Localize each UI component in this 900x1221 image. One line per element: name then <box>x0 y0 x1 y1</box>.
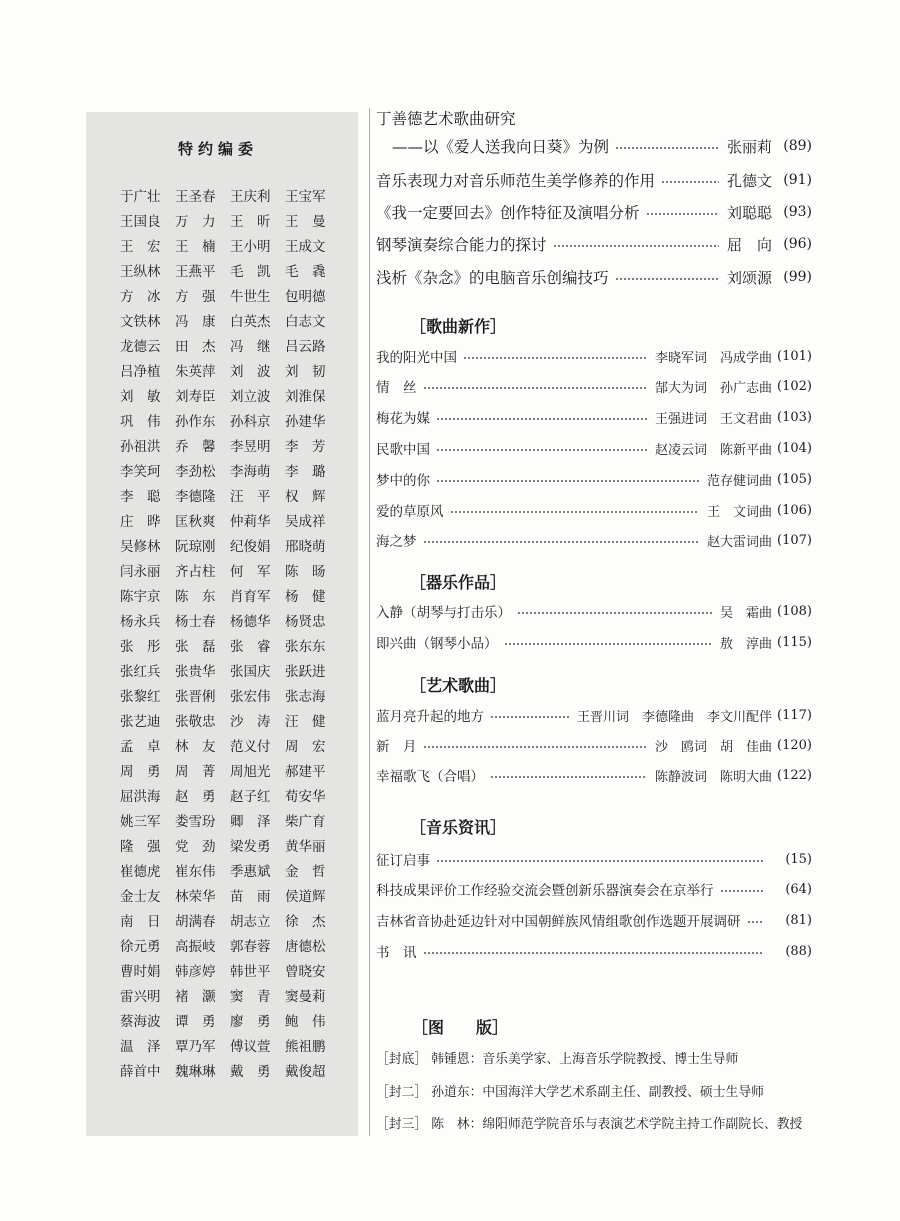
page-number: (108) <box>777 603 812 619</box>
entry-row <box>376 632 812 652</box>
board-member-name: 阮琼刚 <box>175 539 216 555</box>
entry-title: 吉林省音协赴延边针对中国朝鲜族风情组歌创作选题开展调研 <box>376 914 741 930</box>
board-member-name: 张红兵 <box>120 664 161 680</box>
page-number: (15) <box>785 851 812 867</box>
board-member-name: 孙作东 <box>175 414 216 430</box>
board-member-name: 毛 凯 <box>230 264 271 280</box>
board-member-name: 陈宇京 <box>120 589 161 605</box>
board-member-name: 隆 强 <box>120 839 161 855</box>
board-member-name: 李海萌 <box>230 464 271 480</box>
board-member-name: 李 聪 <box>120 489 161 505</box>
entry-title: 新 月 <box>376 739 417 755</box>
board-member-name: 文铁林 <box>120 314 161 330</box>
board-member-name: 魏琳琳 <box>175 1064 216 1080</box>
board-member-name: 唐德松 <box>285 939 326 955</box>
plate-label: ［封底］ <box>376 1051 428 1067</box>
board-member-name: 陈 旸 <box>285 564 326 580</box>
entry-row <box>376 407 812 427</box>
board-member-name: 庄 晔 <box>120 514 161 530</box>
dot-leader <box>423 735 647 755</box>
board-member-name: 韩世平 <box>230 964 271 980</box>
page-number: (101) <box>777 348 812 364</box>
board-member-name: 刘 韧 <box>285 364 326 380</box>
entry-title: 征订启事 <box>376 853 430 869</box>
dot-leader <box>423 376 647 396</box>
board-member-name: 王 曼 <box>285 214 326 230</box>
dot-leader <box>615 136 719 156</box>
page-number: (91) <box>783 172 812 188</box>
entry-row <box>376 346 812 366</box>
board-member-name: 王 楠 <box>175 239 216 255</box>
editorial-board-names <box>86 112 358 1136</box>
article-row <box>376 108 812 128</box>
board-member-name: 朱英萍 <box>175 364 216 380</box>
board-member-name: 窦 青 <box>230 989 271 1005</box>
board-member-name: 李 璐 <box>285 464 326 480</box>
board-member-name: 王宝军 <box>285 189 326 205</box>
entry-credit: 刘颂源 <box>726 268 772 287</box>
board-member-name: 于广壮 <box>120 189 161 205</box>
board-member-name: 高振岐 <box>175 939 216 955</box>
board-member-name: 巩 伟 <box>120 414 161 430</box>
dot-leader <box>747 910 765 930</box>
plate-label: ［封三］ <box>376 1116 428 1132</box>
board-member-name: 曹时娟 <box>120 964 161 980</box>
board-member-name: 肖育军 <box>230 589 271 605</box>
board-member-name: 范义付 <box>230 739 271 755</box>
plate-label: ［封二］ <box>376 1084 428 1100</box>
page-number: (107) <box>777 532 812 548</box>
editorial-board-panel <box>86 112 358 1136</box>
board-member-name: 李 芳 <box>285 439 326 455</box>
board-member-name: 张国庆 <box>230 664 271 680</box>
board-member-name: 徐 杰 <box>285 914 326 930</box>
entry-title: 蓝月亮升起的地方 <box>376 709 484 725</box>
board-member-name: 曾晓安 <box>285 964 326 980</box>
board-member-name: 王燕平 <box>175 264 216 280</box>
board-member-name: 张 彤 <box>120 639 161 655</box>
board-member-name: 张贵华 <box>175 664 216 680</box>
board-member-name: 鲍 伟 <box>285 1014 326 1030</box>
section-heading: ［器乐作品］ <box>410 573 507 592</box>
dot-leader <box>553 234 719 254</box>
article-row <box>376 267 812 287</box>
board-member-name: 吕净植 <box>120 364 161 380</box>
plate-text: 韩锺恩：音乐美学家、上海音乐学院教授、博士生导师 <box>431 1051 739 1067</box>
board-member-name: 方 冰 <box>120 289 161 305</box>
board-member-name: 李德隆 <box>175 489 216 505</box>
board-member-name: 娄雪玢 <box>175 814 216 830</box>
entry-credit: 范存健词曲 <box>706 473 772 489</box>
board-member-name: 张晋俐 <box>175 689 216 705</box>
dot-leader <box>615 267 719 287</box>
entry-title: 爱的草原风 <box>376 504 444 520</box>
board-member-name: 王庆利 <box>230 189 271 205</box>
entry-row <box>376 530 812 550</box>
board-member-name: 齐占柱 <box>175 564 216 580</box>
section-heading: ［艺术歌曲］ <box>410 676 507 695</box>
board-member-name: 陈 东 <box>175 589 216 605</box>
board-member-name: 雷兴明 <box>120 989 161 1005</box>
entry-title: 浅析《杂念》的电脑音乐创编技巧 <box>376 269 609 287</box>
entry-credit: 郜大为词 孙广志曲 <box>654 380 772 396</box>
page-number: (89) <box>783 138 812 154</box>
board-member-name: 覃乃军 <box>175 1039 216 1055</box>
page-number: (120) <box>777 737 812 753</box>
entry-title: 民歌中国 <box>376 442 430 458</box>
article-row <box>376 202 812 222</box>
plate-row <box>376 1080 812 1100</box>
dot-leader <box>504 632 712 652</box>
entry-credit: 张丽莉 <box>726 137 772 156</box>
board-member-name: 温 泽 <box>120 1039 161 1055</box>
entry-credit: 敖 淳曲 <box>719 636 772 652</box>
article-row <box>376 234 812 254</box>
dot-leader <box>436 469 699 489</box>
entry-credit: 陈静波词 陈明大曲 <box>654 769 772 785</box>
board-member-name: 仲莉华 <box>230 514 271 530</box>
dot-leader <box>463 346 647 366</box>
page-number: (105) <box>777 471 812 487</box>
entry-row <box>376 469 812 489</box>
entry-title: 《我一定要回去》创作特征及演唱分析 <box>376 204 640 222</box>
board-member-name: 姚三军 <box>120 814 161 830</box>
page-number: (115) <box>777 634 812 650</box>
page-number: (88) <box>785 943 812 959</box>
entry-credit: 屈 向 <box>726 235 772 254</box>
table-of-contents <box>376 0 812 1221</box>
entry-credit: 沙 鸥词 胡 佳曲 <box>654 739 772 755</box>
board-member-name: 冯 继 <box>230 339 271 355</box>
board-member-name: 褚 灏 <box>175 989 216 1005</box>
board-member-name: 周 勇 <box>120 764 161 780</box>
board-member-name: 崔东伟 <box>175 864 216 880</box>
entry-row <box>376 705 812 725</box>
entry-row <box>376 765 812 785</box>
entry-title: 情 丝 <box>376 380 417 396</box>
dot-leader <box>436 407 647 427</box>
board-member-name: 赵 勇 <box>175 789 216 805</box>
board-member-name: 刘淮保 <box>285 389 326 405</box>
entry-credit: 赵凌云词 陈新平曲 <box>654 442 772 458</box>
board-member-name: 李昱明 <box>230 439 271 455</box>
entry-title: 幸福歌飞（合唱） <box>376 769 484 785</box>
dot-leader <box>450 500 699 520</box>
section-heading: ［歌曲新作］ <box>410 317 507 336</box>
dot-leader <box>490 705 569 725</box>
board-member-name: 郭春蓉 <box>230 939 271 955</box>
dot-leader <box>517 601 712 621</box>
board-member-name: 周 宏 <box>285 739 326 755</box>
board-member-name: 胡志立 <box>230 914 271 930</box>
board-member-name: 王纵林 <box>120 264 161 280</box>
entry-credit: 赵大雷词曲 <box>706 534 772 550</box>
board-member-name: 韩彦婷 <box>175 964 216 980</box>
board-member-name: 侯道辉 <box>285 889 326 905</box>
page-number: (106) <box>777 502 812 518</box>
board-member-name: 万 力 <box>175 214 216 230</box>
board-member-name: 苗 雨 <box>230 889 271 905</box>
board-member-name: 崔德虎 <box>120 864 161 880</box>
board-member-name: 牛世生 <box>230 289 271 305</box>
entry-title: ——以《爱人送我向日葵》为例 <box>392 138 610 156</box>
dot-leader <box>423 530 699 550</box>
board-member-name: 杨德华 <box>230 614 271 630</box>
board-member-name: 张志海 <box>285 689 326 705</box>
board-member-name: 孙科京 <box>230 414 271 430</box>
entry-credit: 李晓军词 冯成学曲 <box>654 350 772 366</box>
board-member-name: 吕云路 <box>285 339 326 355</box>
board-member-name: 黄华丽 <box>285 839 326 855</box>
board-member-name: 王成文 <box>285 239 326 255</box>
entry-row <box>376 941 812 961</box>
board-member-name: 周旭光 <box>230 764 271 780</box>
board-member-name: 方 强 <box>175 289 216 305</box>
board-member-name: 王小明 <box>230 239 271 255</box>
entry-credit: 王 文词曲 <box>706 504 772 520</box>
board-member-name: 张敬忠 <box>175 714 216 730</box>
entry-credit: 吴 霜曲 <box>719 605 772 621</box>
board-member-name: 郝建平 <box>285 764 326 780</box>
page-number: (117) <box>777 707 812 723</box>
board-member-name: 杨士春 <box>175 614 216 630</box>
entry-credit: 王强进词 王文君曲 <box>654 411 772 427</box>
board-member-name: 匡秋爽 <box>175 514 216 530</box>
board-member-name: 冯 康 <box>175 314 216 330</box>
board-member-name: 李劲松 <box>175 464 216 480</box>
entry-title: 梦中的你 <box>376 473 430 489</box>
board-member-name: 薛首中 <box>120 1064 161 1080</box>
entry-title: 入静（胡琴与打击乐） <box>376 605 511 621</box>
entry-title: 科技成果评价工作经验交流会暨创新乐器演奏会在京举行 <box>376 883 714 899</box>
board-member-name: 徐元勇 <box>120 939 161 955</box>
board-member-name: 汪 健 <box>285 714 326 730</box>
plate-row <box>376 1112 812 1132</box>
board-member-name: 王国良 <box>120 214 161 230</box>
entry-row <box>376 438 812 458</box>
board-member-name: 吴修林 <box>120 539 161 555</box>
board-member-name: 闫永丽 <box>120 564 161 580</box>
board-member-name: 周 菁 <box>175 764 216 780</box>
board-member-name: 邢晓萌 <box>285 539 326 555</box>
board-member-name: 包明德 <box>285 289 326 305</box>
entry-title: 我的阳光中国 <box>376 350 457 366</box>
board-member-name: 张东东 <box>285 639 326 655</box>
board-member-name: 王 昕 <box>230 214 271 230</box>
page-number: (93) <box>783 204 812 220</box>
dot-leader <box>720 879 765 899</box>
entry-row <box>376 601 812 621</box>
board-member-name: 王 宏 <box>120 239 161 255</box>
page-number: (122) <box>777 767 812 783</box>
board-member-name: 卿 泽 <box>230 814 271 830</box>
board-member-name: 孙祖洪 <box>120 439 161 455</box>
board-member-name: 吴成祥 <box>285 514 326 530</box>
board-member-name: 权 辉 <box>285 489 326 505</box>
page-number: (104) <box>777 440 812 456</box>
board-member-name: 张跃进 <box>285 664 326 680</box>
entry-title: 海之梦 <box>376 534 417 550</box>
dot-leader <box>661 170 719 190</box>
entry-title: 书 讯 <box>376 945 417 961</box>
board-member-name: 孙建华 <box>285 414 326 430</box>
dot-leader <box>490 765 647 785</box>
dot-leader <box>436 849 764 869</box>
board-member-name: 刘 敏 <box>120 389 161 405</box>
board-member-name: 何 军 <box>230 564 271 580</box>
plate-text: 孙道东：中国海洋大学艺术系副主任、副教授、硕士生导师 <box>431 1084 764 1100</box>
board-member-name: 白英杰 <box>230 314 271 330</box>
entry-credit: 刘聪聪 <box>726 203 772 222</box>
board-member-name: 胡满春 <box>175 914 216 930</box>
board-member-name: 纪俊娟 <box>230 539 271 555</box>
entry-row <box>376 500 812 520</box>
board-member-name: 金士友 <box>120 889 161 905</box>
board-member-name: 赵子红 <box>230 789 271 805</box>
board-member-name: 毛 毳 <box>285 264 326 280</box>
entry-title: 音乐表现力对音乐师范生美学修养的作用 <box>376 172 656 190</box>
board-member-name: 窦曼莉 <box>285 989 326 1005</box>
dot-leader <box>423 941 765 961</box>
board-member-name: 戴俊超 <box>285 1064 326 1080</box>
board-member-name: 林 友 <box>175 739 216 755</box>
board-member-name: 刘寿臣 <box>175 389 216 405</box>
board-member-name: 张 睿 <box>230 639 271 655</box>
dot-leader <box>646 202 719 222</box>
board-member-name: 王圣春 <box>175 189 216 205</box>
board-member-name: 张 磊 <box>175 639 216 655</box>
board-member-name: 沙 涛 <box>230 714 271 730</box>
plate-row <box>376 1047 812 1067</box>
board-member-name: 柴广育 <box>285 814 326 830</box>
board-member-name: 蔡海波 <box>120 1014 161 1030</box>
board-member-name: 傅议萱 <box>230 1039 271 1055</box>
board-member-name: 杨贤忠 <box>285 614 326 630</box>
article-row <box>376 170 812 190</box>
page-number: (102) <box>777 378 812 394</box>
board-member-name: 杨永兵 <box>120 614 161 630</box>
section-heading: ［音乐资讯］ <box>410 818 507 837</box>
plate-text: 陈 林：绵阳师范学院音乐与表演艺术学院主持工作副院长、教授 <box>431 1116 803 1132</box>
board-member-name: 金 哲 <box>285 864 326 880</box>
entry-row <box>376 910 812 930</box>
board-member-name: 季惠斌 <box>230 864 271 880</box>
entry-title: 钢琴演奏综合能力的探讨 <box>376 236 547 254</box>
section-heading-plates: ［图 版］ <box>412 1018 509 1037</box>
board-member-name: 白志文 <box>285 314 326 330</box>
board-member-name: 刘 波 <box>230 364 271 380</box>
entry-credit: 王晋川词 李德隆曲 李文川配伴 <box>576 709 772 725</box>
board-member-name: 戴 勇 <box>230 1064 271 1080</box>
board-member-name: 党 劲 <box>175 839 216 855</box>
board-member-name: 梁发勇 <box>230 839 271 855</box>
board-member-name: 廖 勇 <box>230 1014 271 1030</box>
board-member-name: 李笑珂 <box>120 464 161 480</box>
article-title: 丁善德艺术歌曲研究 <box>376 110 516 128</box>
board-member-name: 刘立波 <box>230 389 271 405</box>
board-member-name: 杨 健 <box>285 589 326 605</box>
dot-leader <box>436 438 647 458</box>
board-member-name: 张黎红 <box>120 689 161 705</box>
board-member-name: 林荣华 <box>175 889 216 905</box>
page-number: (96) <box>783 236 812 252</box>
board-member-name: 田 杰 <box>175 339 216 355</box>
page-number: (64) <box>785 881 812 897</box>
entry-title: 即兴曲（钢琴小品） <box>376 636 498 652</box>
entry-title: 梅花为媒 <box>376 411 430 427</box>
board-member-name: 荀安华 <box>285 789 326 805</box>
editorial-board-title: 特约编委 <box>178 140 259 158</box>
board-member-name: 孟 卓 <box>120 739 161 755</box>
page-number: (99) <box>783 269 812 285</box>
page-number: (103) <box>777 409 812 425</box>
page-number: (81) <box>785 912 812 928</box>
board-member-name: 熊祖鹏 <box>285 1039 326 1055</box>
board-member-name: 龙德云 <box>120 339 161 355</box>
board-member-name: 乔 馨 <box>175 439 216 455</box>
board-member-name: 张艺迪 <box>120 714 161 730</box>
board-member-name: 汪 平 <box>230 489 271 505</box>
board-member-name: 谭 勇 <box>175 1014 216 1030</box>
entry-row <box>376 376 812 396</box>
entry-row <box>376 735 812 755</box>
entry-row <box>376 879 812 899</box>
entry-row <box>376 849 812 869</box>
entry-credit: 孔德文 <box>726 171 772 190</box>
board-member-name: 张宏伟 <box>230 689 271 705</box>
article-subtitle-row <box>376 136 812 156</box>
board-member-name: 南 日 <box>120 914 161 930</box>
board-member-name: 屈洪海 <box>120 789 161 805</box>
column-divider <box>369 108 370 1136</box>
